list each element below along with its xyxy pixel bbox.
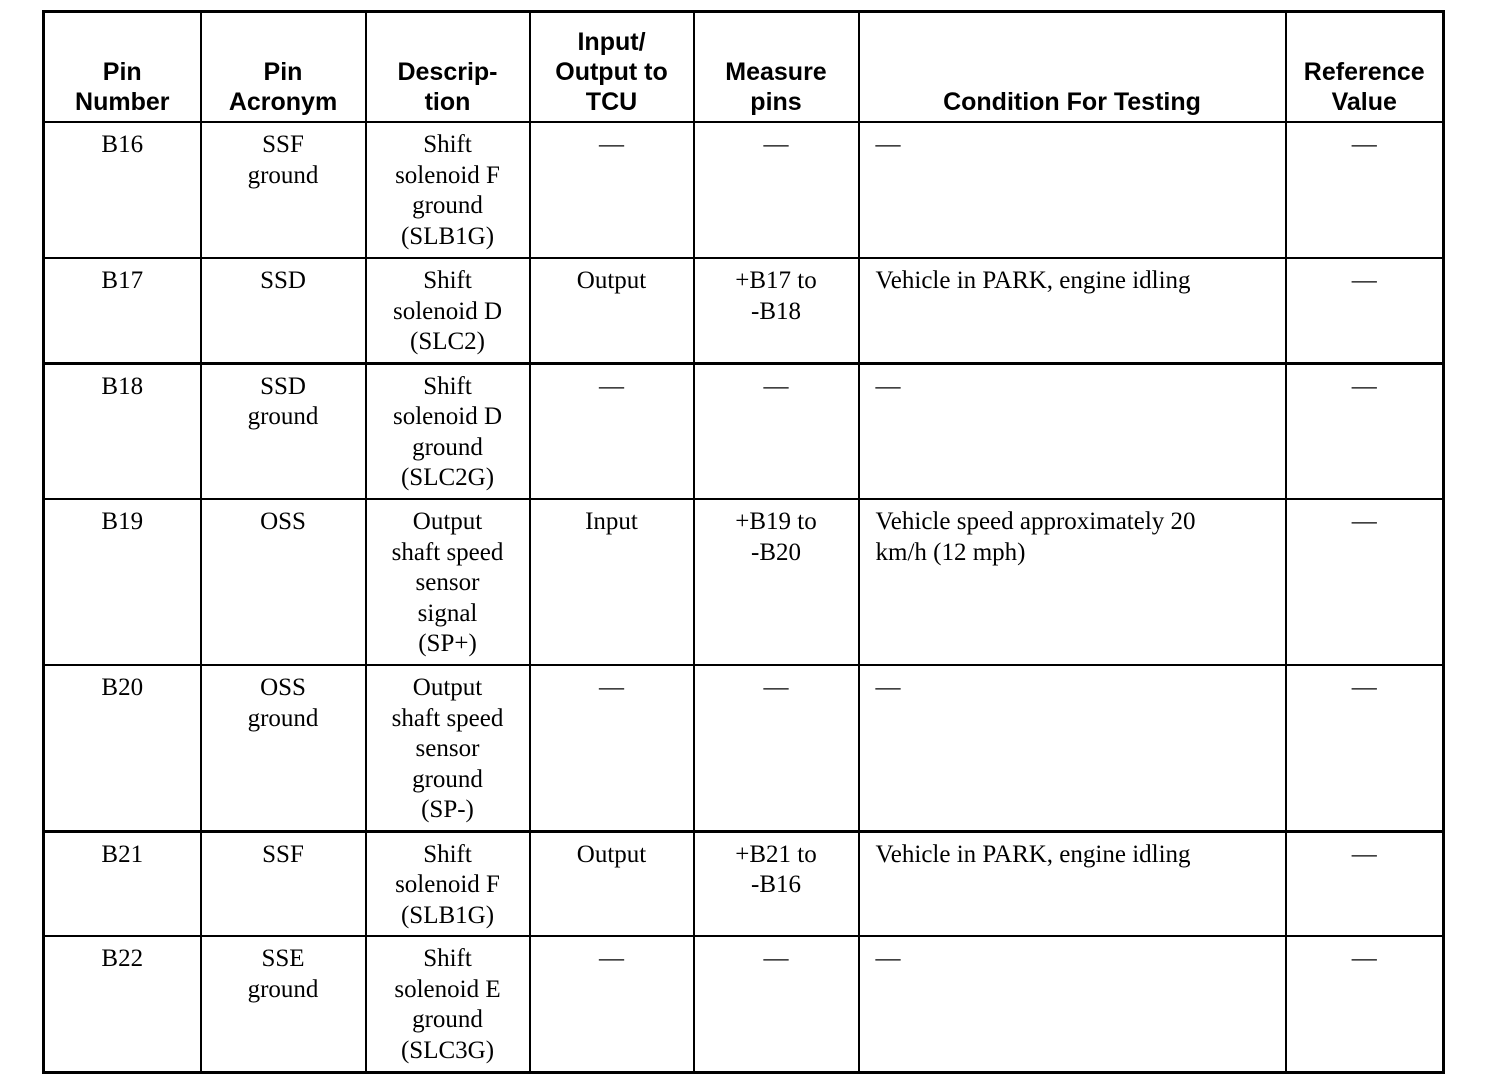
header-reference-value: Reference Value — [1286, 12, 1444, 123]
description-cell: Output shaft speed sensor signal (SP+) — [366, 499, 530, 665]
pin-acronym-cell: SSD — [201, 258, 366, 363]
description-cell: Output shaft speed sensor ground (SP-) — [366, 665, 530, 831]
measure-pins-cell: +B21 to -B16 — [694, 831, 859, 936]
description-cell: Shift solenoid F (SLB1G) — [366, 831, 530, 936]
header-row — [44, 12, 1444, 123]
io-cell: Input — [530, 499, 694, 665]
header-pin-acronym: Pin Acronym — [201, 12, 366, 123]
table-row — [44, 831, 1444, 936]
reference-value-cell: — — [1286, 258, 1444, 363]
measure-pins-cell: — — [694, 122, 859, 258]
measure-pins-cell: — — [694, 363, 859, 499]
io-cell: — — [530, 363, 694, 499]
reference-value-cell: — — [1286, 665, 1444, 831]
table-row — [44, 665, 1444, 831]
pin-number-cell: B16 — [44, 122, 201, 258]
header-measure-pins: Measure pins — [694, 12, 859, 123]
condition-cell: — — [859, 363, 1286, 499]
table-row — [44, 499, 1444, 665]
measure-pins-cell: +B19 to -B20 — [694, 499, 859, 665]
condition-cell: — — [859, 936, 1286, 1072]
description-cell: Shift solenoid E ground (SLC3G) — [366, 936, 530, 1072]
description-cell: Shift solenoid F ground (SLB1G) — [366, 122, 530, 258]
io-cell: — — [530, 936, 694, 1072]
pin-number-cell: B20 — [44, 665, 201, 831]
header-condition: Condition For Testing — [859, 12, 1286, 123]
io-cell: — — [530, 122, 694, 258]
reference-value-cell: — — [1286, 122, 1444, 258]
measure-pins-cell: — — [694, 665, 859, 831]
condition-cell: — — [859, 122, 1286, 258]
pin-table — [42, 10, 1445, 1074]
pin-acronym-cell: SSE ground — [201, 936, 366, 1072]
reference-value-cell: — — [1286, 936, 1444, 1072]
pin-number-cell: B19 — [44, 499, 201, 665]
pin-number-cell: B21 — [44, 831, 201, 936]
condition-cell: Vehicle in PARK, engine idling — [859, 831, 1286, 936]
table-row — [44, 258, 1444, 363]
pin-number-cell: B17 — [44, 258, 201, 363]
pin-number-cell: B22 — [44, 936, 201, 1072]
reference-value-cell: — — [1286, 831, 1444, 936]
header-description: Descrip- tion — [366, 12, 530, 123]
header-pin-number: Pin Number — [44, 12, 201, 123]
pin-acronym-cell: SSF — [201, 831, 366, 936]
io-cell: — — [530, 665, 694, 831]
measure-pins-cell: +B17 to -B18 — [694, 258, 859, 363]
measure-pins-cell: — — [694, 936, 859, 1072]
header-io: Input/ Output to TCU — [530, 12, 694, 123]
condition-cell: Vehicle in PARK, engine idling — [859, 258, 1286, 363]
description-cell: Shift solenoid D ground (SLC2G) — [366, 363, 530, 499]
table-row — [44, 936, 1444, 1072]
reference-value-cell: — — [1286, 499, 1444, 665]
pin-number-cell: B18 — [44, 363, 201, 499]
condition-cell: — — [859, 665, 1286, 831]
table-row — [44, 122, 1444, 258]
reference-value-cell: — — [1286, 363, 1444, 499]
description-cell: Shift solenoid D (SLC2) — [366, 258, 530, 363]
pin-acronym-cell: OSS ground — [201, 665, 366, 831]
table-row — [44, 363, 1444, 499]
io-cell: Output — [530, 258, 694, 363]
pin-acronym-cell: OSS — [201, 499, 366, 665]
io-cell: Output — [530, 831, 694, 936]
pin-acronym-cell: SSD ground — [201, 363, 366, 499]
pin-acronym-cell: SSF ground — [201, 122, 366, 258]
condition-cell: Vehicle speed approximately 20 km/h (12 mph) — [859, 499, 1286, 665]
